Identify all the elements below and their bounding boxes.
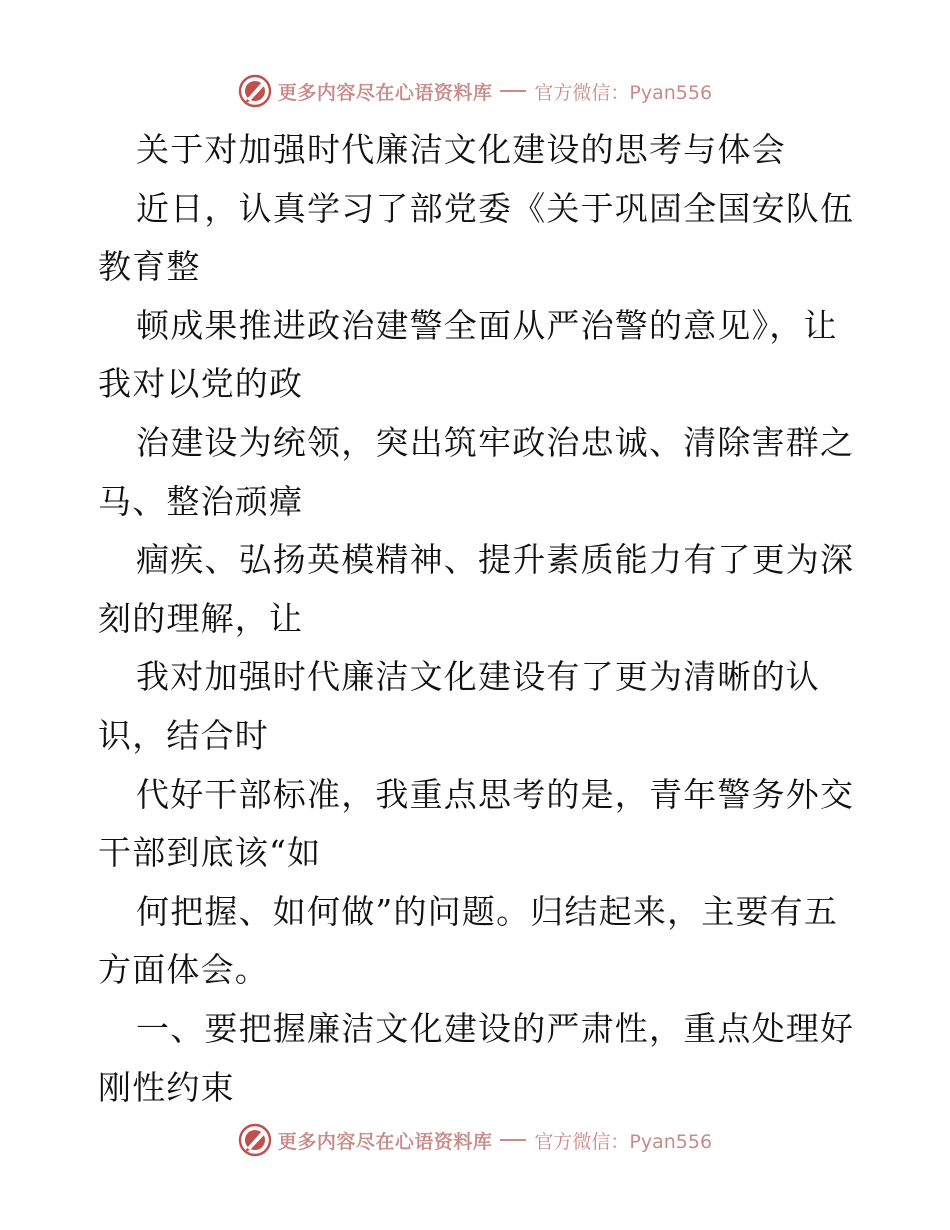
text-line: 干部到底该“如	[98, 833, 322, 873]
watermark-wechat: 官方微信：Pyan556	[534, 1130, 713, 1153]
watermark-banner-bottom	[0, 1120, 950, 1160]
text-line: 一、要把握廉洁文化建设的严肃性，重点处理好	[136, 1008, 855, 1048]
watermark-dash	[500, 90, 526, 92]
text-line: 我对加强时代廉洁文化建设有了更为清晰的认	[136, 657, 820, 697]
text-line: 痼疾、弘扬英模精神、提升素质能力有了更为深	[136, 540, 855, 580]
watermark-text: 更多内容尽在心语资料库	[277, 1130, 493, 1153]
document-body	[98, 121, 858, 1117]
text-line: 刻的理解，让	[98, 598, 304, 638]
pen-logo-icon	[238, 1123, 272, 1157]
text-line: 方面体会。	[98, 950, 269, 990]
pen-logo-icon	[238, 74, 272, 108]
watermark-dash	[500, 1139, 526, 1141]
text-line: 刚性约束	[98, 1067, 235, 1107]
watermark-banner-top	[0, 71, 950, 111]
watermark-text: 更多内容尽在心语资料库	[277, 81, 493, 104]
text-line: 顿成果推进政治建警全面从严治警的意见》，让	[136, 305, 838, 345]
text-line: 何把握、如何做”的问题。归结起来，主要有五	[136, 891, 839, 931]
text-line: 识，结合时	[98, 715, 269, 755]
text-line: 代好干部标准，我重点思考的是，青年警务外交	[136, 774, 855, 814]
text-line: 关于对加强时代廉洁文化建设的思考与体会	[136, 130, 786, 169]
text-line: 近日，认真学习了部党委《关于巩固全国安队伍	[136, 188, 855, 228]
text-line: 马、整治顽瘴	[98, 481, 304, 521]
watermark-wechat: 官方微信：Pyan556	[534, 81, 713, 104]
text-line: 治建设为统领，突出筑牢政治忠诚、清除害群之	[136, 422, 855, 462]
text-line: 教育整	[98, 247, 201, 287]
text-line: 我对以党的政	[98, 364, 304, 404]
